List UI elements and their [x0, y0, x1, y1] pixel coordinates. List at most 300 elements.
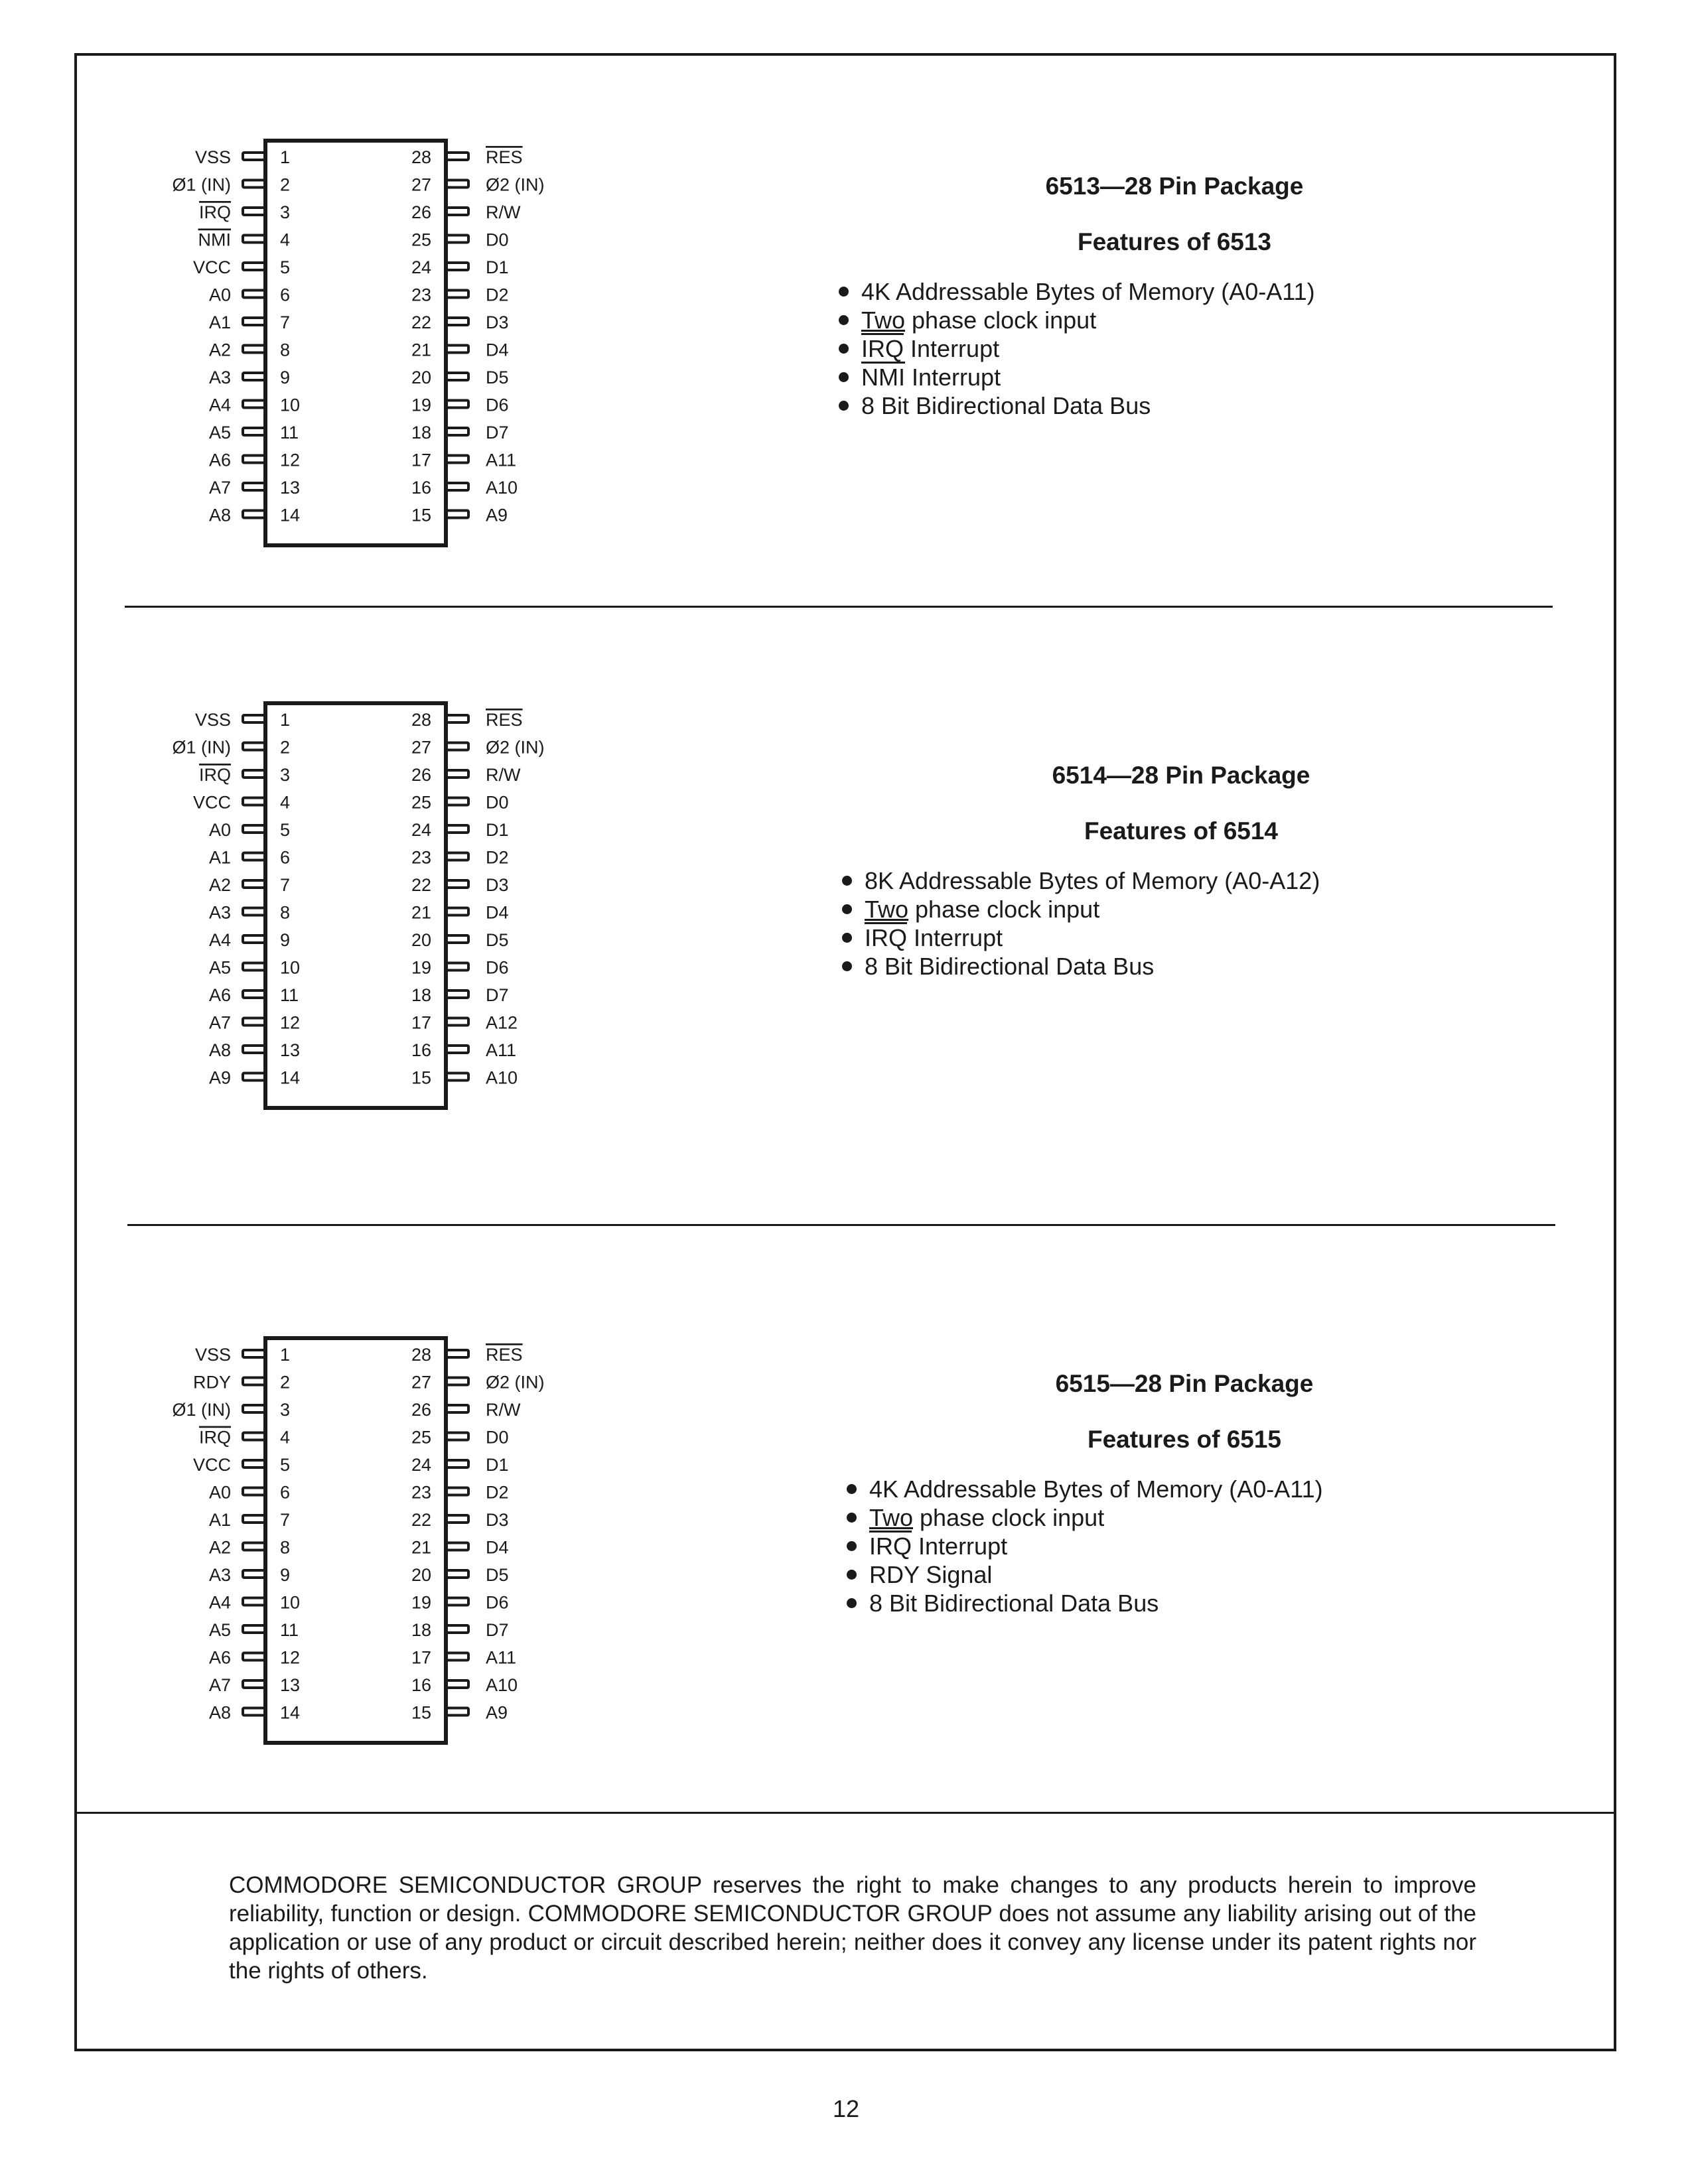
pin-label: A11 — [486, 450, 517, 470]
feature-mark: $\overline{NMI}$ — [861, 364, 905, 391]
pin-lead — [446, 1515, 468, 1523]
pin-number: 18 — [411, 985, 431, 1005]
pin-lead — [243, 291, 265, 298]
pin-label: D6 — [486, 1592, 509, 1613]
pin-label: R/W — [486, 765, 521, 785]
pin-number: 10 — [280, 957, 301, 978]
feature-item — [839, 895, 1320, 923]
pin-number: 9 — [280, 1565, 291, 1585]
pin-lead — [446, 236, 468, 243]
pin-number: 4 — [280, 230, 291, 250]
pin-lead — [446, 1350, 468, 1357]
pinout-diagram-6515 — [146, 1330, 571, 1755]
pin-number: 23 — [411, 1482, 431, 1503]
pin-lead — [243, 511, 265, 518]
pin-number: 27 — [411, 174, 431, 195]
pin-label: A8 — [208, 1702, 231, 1723]
pin-lead — [446, 1680, 468, 1688]
pin-lead — [243, 180, 265, 188]
feature-mark: Two — [865, 896, 909, 923]
pin-lead — [243, 1543, 265, 1550]
pin-lead — [243, 1073, 265, 1081]
pin-label: VSS — [194, 1345, 231, 1365]
pin-number: 13 — [280, 478, 301, 498]
pin-label: D1 — [486, 1455, 509, 1475]
features-list-6514 — [839, 866, 1320, 981]
pin-lead — [243, 456, 265, 463]
pin-label: A3 — [208, 1565, 231, 1585]
pin-number: 14 — [280, 1702, 301, 1723]
pin-lead — [243, 798, 265, 805]
feature-item — [839, 952, 1320, 981]
pin-number: 24 — [411, 257, 431, 277]
section-divider — [125, 606, 1553, 608]
pin-number: 7 — [280, 312, 291, 332]
pin-number: 22 — [411, 875, 431, 895]
pin-number: 10 — [280, 395, 301, 415]
feature-text: phase clock input — [905, 307, 1097, 334]
pin-label: A9 — [486, 505, 508, 525]
pin-label: A7 — [208, 1675, 231, 1695]
pin-lead — [446, 180, 468, 188]
pin-lead — [446, 1543, 468, 1550]
pin-number: 1 — [280, 1345, 291, 1365]
pin-lead — [243, 373, 265, 380]
pin-lead — [243, 318, 265, 325]
pin-number: 25 — [411, 792, 431, 813]
pin-number: 18 — [411, 423, 431, 443]
pin-number: 10 — [280, 1592, 301, 1613]
pin-lead — [446, 935, 468, 943]
pin-label: D0 — [486, 1427, 509, 1448]
pin-number: 15 — [411, 1702, 431, 1723]
pinout-diagram-6514 — [146, 695, 571, 1120]
pin-label: A0 — [208, 1482, 231, 1503]
pin-label: D3 — [486, 875, 509, 895]
pin-lead — [243, 1488, 265, 1495]
pin-lead — [243, 1460, 265, 1467]
pin-number: 3 — [280, 202, 291, 222]
pin-label: A12 — [486, 1012, 518, 1033]
pin-label: D6 — [486, 395, 509, 415]
features-list-6513 — [836, 277, 1315, 420]
pin-number: 3 — [280, 765, 291, 785]
pin-lead — [446, 1018, 468, 1026]
pin-number: 4 — [280, 792, 291, 813]
package-info-6514 — [882, 762, 1480, 845]
pin-label: A2 — [208, 340, 231, 360]
pin-number: 22 — [411, 312, 431, 332]
pin-label: RES — [486, 147, 523, 167]
pin-label: A4 — [208, 930, 231, 950]
features-title: Features of 6514 — [1084, 817, 1279, 845]
pin-number: 9 — [280, 368, 291, 387]
pin-number: 11 — [280, 985, 299, 1005]
pin-label: A0 — [208, 285, 231, 305]
pin-number: 5 — [280, 1455, 291, 1475]
pin-number: 12 — [280, 1647, 301, 1668]
pin-number: 27 — [411, 737, 431, 758]
pin-lead — [243, 715, 265, 722]
feature-text: phase clock input — [908, 896, 1100, 923]
pin-lead — [243, 1598, 265, 1605]
pin-lead — [243, 153, 265, 160]
feature-mark: $\overline{IRQ}$ — [861, 335, 904, 362]
pin-label: A0 — [208, 820, 231, 840]
pin-lead — [243, 1433, 265, 1440]
feature-mark: $\overline{IRQ}$ — [865, 924, 908, 951]
pin-label: VCC — [192, 257, 231, 277]
pin-label: R/W — [486, 202, 521, 222]
pin-label: IRQ — [198, 765, 231, 785]
pin-lead — [243, 963, 265, 971]
pin-label: A10 — [486, 1675, 518, 1695]
pin-lead — [446, 511, 468, 518]
pin-number: 16 — [411, 1675, 431, 1695]
pin-lead — [446, 1046, 468, 1053]
pin-lead — [446, 428, 468, 435]
pin-label: NMI — [198, 230, 231, 250]
pin-number: 24 — [411, 820, 431, 840]
package-info-6515 — [886, 1370, 1483, 1454]
pin-label: D1 — [486, 820, 509, 840]
pin-label: A4 — [208, 1592, 231, 1613]
pin-lead — [446, 880, 468, 888]
pin-number: 21 — [411, 340, 431, 360]
pin-label: VCC — [192, 1455, 231, 1475]
pin-label: A7 — [208, 478, 231, 498]
pin-label: Ø1 (IN) — [172, 737, 231, 758]
feature-text: 4K Addressable Bytes of Memory (A0-A11) — [869, 1475, 1323, 1503]
pin-lead — [243, 1515, 265, 1523]
pin-lead — [446, 1488, 468, 1495]
pin-label: A2 — [208, 1537, 231, 1558]
pin-lead — [243, 743, 265, 750]
pin-lead — [446, 853, 468, 860]
feature-text: Interrupt — [905, 364, 1001, 391]
pin-label: Ø2 (IN) — [486, 737, 545, 758]
pin-label: A1 — [208, 847, 231, 868]
feature-item — [844, 1560, 1323, 1589]
pin-number: 17 — [411, 450, 431, 470]
pin-label: Ø2 (IN) — [486, 174, 545, 195]
pin-number: 2 — [280, 174, 291, 195]
feature-mark: Two — [869, 1504, 914, 1531]
pin-lead — [446, 208, 468, 215]
pin-lead — [243, 1046, 265, 1053]
pin-label: D4 — [486, 1537, 509, 1558]
pin-lead — [243, 825, 265, 833]
pin-number: 18 — [411, 1620, 431, 1640]
feature-text: 8K Addressable Bytes of Memory (A0-A12) — [865, 867, 1320, 894]
feature-item — [839, 866, 1320, 895]
pin-lead — [243, 208, 265, 215]
pin-lead — [446, 401, 468, 408]
pin-label: A1 — [208, 1510, 231, 1530]
pin-lead — [446, 715, 468, 722]
pin-label: A7 — [208, 1012, 231, 1033]
feature-text: Interrupt — [907, 924, 1003, 951]
pin-label: A3 — [208, 368, 231, 387]
pin-lead — [243, 1018, 265, 1026]
pin-label: RES — [486, 1345, 523, 1365]
pin-number: 2 — [280, 737, 291, 758]
pin-number: 11 — [280, 1620, 299, 1640]
feature-item — [836, 363, 1315, 391]
pin-lead — [446, 1570, 468, 1578]
pin-lead — [446, 318, 468, 325]
feature-text: 8 Bit Bidirectional Data Bus — [869, 1590, 1159, 1617]
pin-number: 6 — [280, 847, 291, 868]
package-title: 6513—28 Pin Package — [1045, 172, 1304, 200]
pin-number: 14 — [280, 1067, 301, 1088]
pin-number: 17 — [411, 1647, 431, 1668]
pin-lead — [446, 1073, 468, 1081]
pin-number: 3 — [280, 1400, 291, 1420]
pin-number: 24 — [411, 1455, 431, 1475]
pin-lead — [243, 401, 265, 408]
feature-item — [836, 306, 1315, 334]
pin-lead — [243, 263, 265, 270]
feature-text: Interrupt — [904, 335, 1000, 362]
feature-text: RDY Signal — [869, 1561, 993, 1588]
pin-number: 2 — [280, 1372, 291, 1393]
pin-label: RDY — [192, 1372, 231, 1393]
pin-lead — [446, 1378, 468, 1385]
feature-mark: Two — [861, 307, 906, 334]
legal-notice: COMMODORE SEMICONDUCTOR GROUP reserves the right to make changes to any products herein to improve reliability, function or design. COMMODORE SEMICONDUCTOR GROUP does not assume any liability arising out of the application or use of any product or circuit described herein; neither does it convey any license under its patent rights nor the rights of others. — [229, 1872, 1476, 1984]
pin-number: 20 — [411, 930, 431, 950]
pin-number: 23 — [411, 847, 431, 868]
pin-label: D3 — [486, 1510, 509, 1530]
pin-number: 12 — [280, 450, 301, 470]
pin-label: A4 — [208, 395, 231, 415]
feature-item — [836, 391, 1315, 420]
feature-mark: $\overline{IRQ}$ — [869, 1533, 912, 1560]
pin-number: 16 — [411, 1040, 431, 1060]
pin-label: A6 — [208, 450, 231, 470]
pin-number: 20 — [411, 1565, 431, 1585]
pin-lead — [243, 908, 265, 916]
pin-label: A9 — [208, 1067, 231, 1088]
feature-text: 8 Bit Bidirectional Data Bus — [861, 392, 1151, 419]
pin-label: A6 — [208, 1647, 231, 1668]
pin-label: RES — [486, 710, 523, 730]
pin-label: Ø1 (IN) — [172, 1400, 231, 1420]
pin-number: 25 — [411, 230, 431, 250]
pin-number: 15 — [411, 505, 431, 525]
pin-label: D2 — [486, 847, 509, 868]
pin-label: A8 — [208, 1040, 231, 1060]
pin-lead — [446, 1598, 468, 1605]
pin-label: R/W — [486, 1400, 521, 1420]
pin-lead — [446, 1405, 468, 1412]
pin-label: D5 — [486, 1565, 509, 1585]
pin-number: 23 — [411, 285, 431, 305]
pin-label: D7 — [486, 985, 509, 1005]
pin-lead — [446, 456, 468, 463]
pin-number: 13 — [280, 1675, 301, 1695]
pin-lead — [446, 743, 468, 750]
pin-lead — [243, 428, 265, 435]
pin-lead — [243, 1625, 265, 1633]
feature-item — [844, 1475, 1323, 1503]
pin-label: A6 — [208, 985, 231, 1005]
pin-number: 5 — [280, 257, 291, 277]
pin-label: D4 — [486, 340, 509, 360]
feature-item — [844, 1589, 1323, 1617]
pin-lead — [243, 990, 265, 998]
package-title: 6514—28 Pin Package — [1052, 762, 1310, 789]
feature-item — [836, 277, 1315, 306]
pin-lead — [243, 935, 265, 943]
pin-number: 1 — [280, 710, 291, 730]
feature-text: 8 Bit Bidirectional Data Bus — [865, 953, 1155, 980]
feature-text: phase clock input — [913, 1504, 1105, 1531]
pin-label: A2 — [208, 875, 231, 895]
package-info-6513 — [876, 172, 1473, 256]
pin-label: D5 — [486, 368, 509, 387]
pin-label: D7 — [486, 423, 509, 443]
pin-label: A9 — [486, 1702, 508, 1723]
pin-label: A1 — [208, 312, 231, 332]
pin-lead — [446, 990, 468, 998]
pin-label: VSS — [194, 710, 231, 730]
pin-lead — [446, 1460, 468, 1467]
features-title: Features of 6513 — [1077, 228, 1272, 255]
pin-lead — [243, 880, 265, 888]
pin-lead — [446, 770, 468, 778]
pin-number: 21 — [411, 1537, 431, 1558]
pin-number: 8 — [280, 902, 291, 923]
pin-lead — [243, 346, 265, 353]
pin-lead — [446, 798, 468, 805]
pin-number: 12 — [280, 1012, 301, 1033]
pin-lead — [446, 263, 468, 270]
pin-label: D4 — [486, 902, 509, 923]
pin-label: D0 — [486, 792, 509, 813]
pin-number: 4 — [280, 1427, 291, 1448]
pin-label: A3 — [208, 902, 231, 923]
feature-text: Interrupt — [912, 1533, 1008, 1560]
pin-number: 22 — [411, 1510, 431, 1530]
pin-label: Ø2 (IN) — [486, 1372, 545, 1393]
feature-item — [839, 923, 1320, 952]
pin-label: D2 — [486, 1482, 509, 1503]
pin-label: A11 — [486, 1040, 517, 1060]
pin-number: 14 — [280, 505, 301, 525]
pin-number: 20 — [411, 368, 431, 387]
pin-lead — [446, 291, 468, 298]
pin-lead — [243, 1378, 265, 1385]
pin-lead — [446, 346, 468, 353]
pin-lead — [446, 153, 468, 160]
pin-label: VSS — [194, 147, 231, 167]
pin-label: D6 — [486, 957, 509, 978]
features-list-6515 — [844, 1475, 1323, 1617]
pin-label: A10 — [486, 478, 518, 498]
pin-number: 8 — [280, 340, 291, 360]
pin-lead — [446, 483, 468, 490]
pin-lead — [446, 908, 468, 916]
pin-label: A5 — [208, 1620, 231, 1640]
pin-label: D2 — [486, 285, 509, 305]
pin-number: 28 — [411, 147, 431, 167]
pin-lead — [446, 963, 468, 971]
pin-lead — [446, 1625, 468, 1633]
pin-number: 13 — [280, 1040, 301, 1060]
page-number: 12 — [832, 2095, 860, 2122]
pin-number: 27 — [411, 1372, 431, 1393]
pin-lead — [243, 1570, 265, 1578]
pin-lead — [446, 825, 468, 833]
pin-label: D7 — [486, 1620, 509, 1640]
pin-number: 7 — [280, 875, 291, 895]
pin-lead — [446, 373, 468, 380]
pin-number: 19 — [411, 395, 431, 415]
pin-number: 1 — [280, 147, 291, 167]
pin-number: 9 — [280, 930, 291, 950]
feature-item — [836, 334, 1315, 363]
pin-number: 25 — [411, 1427, 431, 1448]
pin-label: IRQ — [198, 202, 231, 222]
pin-lead — [243, 236, 265, 243]
pin-number: 8 — [280, 1537, 291, 1558]
pin-lead — [243, 483, 265, 490]
pin-number: 7 — [280, 1510, 291, 1530]
pin-number: 21 — [411, 902, 431, 923]
pin-number: 26 — [411, 765, 431, 785]
pin-label: D0 — [486, 230, 509, 250]
pin-lead — [446, 1708, 468, 1716]
notice-divider — [77, 1812, 1614, 1814]
pin-number: 6 — [280, 285, 291, 305]
pin-label: A11 — [486, 1647, 517, 1668]
pinout-diagram-6513 — [146, 133, 571, 557]
pin-number: 17 — [411, 1012, 431, 1033]
pin-number: 28 — [411, 1345, 431, 1365]
pin-label: A10 — [486, 1067, 518, 1088]
pin-number: 26 — [411, 202, 431, 222]
feature-item — [844, 1532, 1323, 1560]
pin-label: A5 — [208, 423, 231, 443]
pin-label: VCC — [192, 792, 231, 813]
pin-lead — [243, 1405, 265, 1412]
pin-lead — [446, 1653, 468, 1661]
pin-number: 6 — [280, 1482, 291, 1503]
pin-number: 15 — [411, 1067, 431, 1088]
pin-number: 16 — [411, 478, 431, 498]
pin-label: IRQ — [198, 1427, 231, 1448]
pin-number: 11 — [280, 423, 299, 443]
feature-text: 4K Addressable Bytes of Memory (A0-A11) — [861, 278, 1315, 305]
pin-lead — [243, 1653, 265, 1661]
pin-lead — [243, 770, 265, 778]
pin-label: D5 — [486, 930, 509, 950]
pin-lead — [243, 1350, 265, 1357]
pin-number: 19 — [411, 1592, 431, 1613]
section-divider — [127, 1224, 1555, 1226]
pin-lead — [243, 1708, 265, 1716]
pin-label: D3 — [486, 312, 509, 332]
pin-lead — [446, 1433, 468, 1440]
package-title: 6515—28 Pin Package — [1055, 1370, 1314, 1397]
pin-number: 19 — [411, 957, 431, 978]
pin-lead — [243, 853, 265, 860]
pin-lead — [243, 1680, 265, 1688]
feature-item — [844, 1503, 1323, 1532]
pin-label: A8 — [208, 505, 231, 525]
